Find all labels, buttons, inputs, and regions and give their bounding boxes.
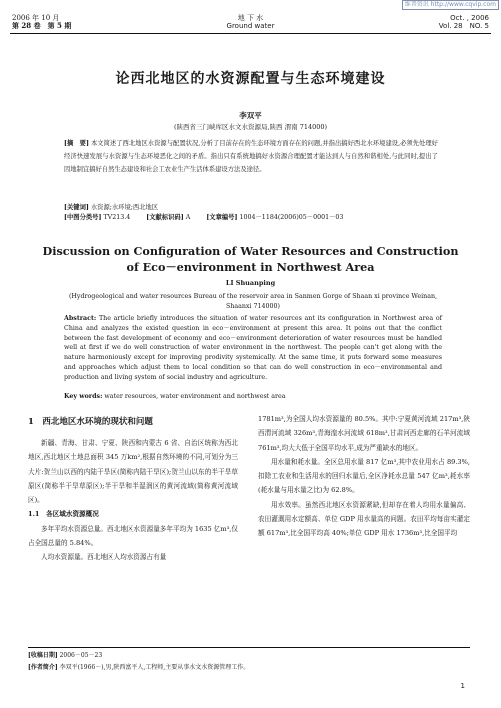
abstract-en — [64, 314, 442, 383]
keywords-and-classification — [64, 204, 444, 222]
received-label: [收稿日期] — [28, 652, 58, 659]
abstract-cn-label: [摘 要] — [64, 140, 89, 147]
body-paragraph: 用水量和耗水量。全区总用水量 817 亿m³,其中农业用水占 89.3%,扣除工农业和生活用水的回归水量后,全区净耗水总量 547 亿m³,耗水率(耗水量与用水量之比)为 62.8%。 — [258, 457, 470, 495]
body-paragraph: 多年平均水资源总量。西北地区水资源量多年平均为 1635 亿m³,仅占全国总量的 5.84%。 — [28, 524, 238, 548]
body-paragraph: 人均水资源量。西北地区人均水资源占有量 — [41, 553, 167, 562]
body-column-left — [28, 416, 238, 565]
footnote-received — [28, 651, 470, 661]
subsection-heading: 1.1 各区域水资源概况 — [28, 510, 99, 519]
body-column-right — [258, 412, 470, 541]
abstract-cn — [64, 137, 438, 177]
keywords-cn-text: 水资源;水环境;西北地区 — [90, 204, 159, 211]
article-no-label: [文章编号] — [206, 214, 238, 221]
paper-title-en-line1: Discussion on Configuration of Water Resources and Construction — [42, 244, 459, 258]
keywords-cn — [64, 204, 444, 212]
keywords-en — [64, 392, 442, 401]
author-cn: 李双平 — [239, 111, 262, 120]
footnote-divider — [28, 647, 470, 648]
paper-title-en — [0, 243, 501, 275]
clc-value: TV213.4 — [103, 214, 131, 221]
author-bio-text: 李双平(1966－),男,陕西富平人,工程师,主要从事水文水资源管理工作。 — [59, 664, 250, 671]
footnote-author-bio — [28, 663, 470, 673]
abstract-cn-text: 本文简述了西北地区水资源与配置状况,分析了目前存在的生态环境方面存在的问题,并指出搞好西北水环境建设,必须先处理好经济快速发展与水资源与生态环境恶化之间的矛盾。指出只有系统地搞好水资源合理配置才能达到人与自然和谐相处,与此同时,提出了因地制宜搞好自然生态建设和社会工农业生产生活体系建设方法及途径。 — [64, 140, 438, 174]
doc-code-label: [文献标识码] — [146, 214, 184, 221]
journal-name-cn: 地 下 水 — [237, 14, 264, 22]
doc-code-value: A — [185, 214, 191, 221]
header-volume: 第 28 卷 第 5 期 — [12, 21, 72, 30]
paper-title-cn: 论西北地区的水资源配置与生态环境建设 — [115, 71, 386, 87]
header-date-en: Oct. , 2006 — [450, 14, 489, 22]
author-en: LI Shuanping — [225, 279, 276, 287]
journal-name-en: Ground water — [226, 22, 275, 30]
header-volume-en: Vol. 28 NO. 5 — [438, 22, 489, 30]
affiliation-en: (Hydrogeological and water resources Bureau of the reservoir area in Sanmen Gorge of Shaan xi province Weinan, Shaanxi 714000) — [68, 293, 438, 310]
header-date: 2006 年 10 月 — [12, 14, 60, 22]
body-paragraph: 1781m³,为全国人均水资源量的 80.5%。其中:宁夏黄河流域 217m³,陕西渭河流域 326m³,青海湟水河流域 618m³,甘肃河西走廊的石羊河流域 761m³,均大大低于全国平均水平,成为严重缺水的地区。 — [258, 415, 470, 452]
classification-line — [64, 214, 444, 222]
affiliation-cn: (陕西省三门峡库区水文水资源局,陕西 渭南 714000) — [173, 123, 328, 131]
journal-date-issue-en — [439, 14, 489, 30]
received-date: 2006－05－23 — [59, 652, 103, 659]
header-divider — [10, 33, 491, 34]
keywords-en-text: water resources, water environment and northwest area — [104, 393, 286, 400]
page-number: 1 — [460, 682, 465, 690]
journal-name — [0, 14, 501, 30]
keywords-cn-label: [关键词] — [64, 204, 89, 211]
watermark: 维普资讯 http://www.cqvip.com — [402, 0, 499, 10]
body-paragraph: 用水效率。虽然西北地区水资源紧缺,但却存在着人均用水量偏高、农田灌溉用水定额高、单位 GDP 用水量高的问题。农田平均每亩实灌定额 617m³,比全国平均高 40%;单位 GDP 用水 1736m³,比全国平均 — [258, 500, 470, 538]
abstract-en-label: Abstract: — [64, 315, 97, 322]
keywords-en-label: Key words: — [64, 393, 103, 400]
article-no-value: 1004－1184(2006)05－0001－03 — [239, 214, 344, 221]
body-paragraph: 新疆、青海、甘肃、宁夏、陕西和内蒙古 6 省、自治区统称为西北地区,西北地区土地总面积 345 万km²,根据自然环境的不同,可划分为三大片:贺兰山以西的内陆干旱区(简称内陆干旱区);贺兰山以东的半干旱草原区(简称半干旱草原区);半干旱和半湿润区的黄河流域(简称黄河流域区)。 — [28, 439, 238, 505]
clc-label: [中图分类号] — [64, 214, 102, 221]
author-bio-label: [作者简介] — [28, 664, 58, 671]
section-heading: 1 西北地区水环境的现状和问题 — [28, 417, 153, 427]
paper-title-en-line2: of Eco－environment in Northwest Area — [126, 260, 375, 274]
abstract-en-text: The article briefly introduces the situation of water resources ant its configuration in Northwest area of China and analyzes the existed question in eco－environment at present this area. It poins out that the conflict between the fast development of economy and eco－environment deterioration of water resources must be handled well at first if we do well construction of water environment in the northwest. The people can't get along with the nature harmoniously except for improving prodivity systemically. At the same time, it puts forward some measures and approaches which adjust them to local condition so that can do well construction in eco－environmental and production and living system of social industry and agriculture. — [64, 315, 442, 381]
